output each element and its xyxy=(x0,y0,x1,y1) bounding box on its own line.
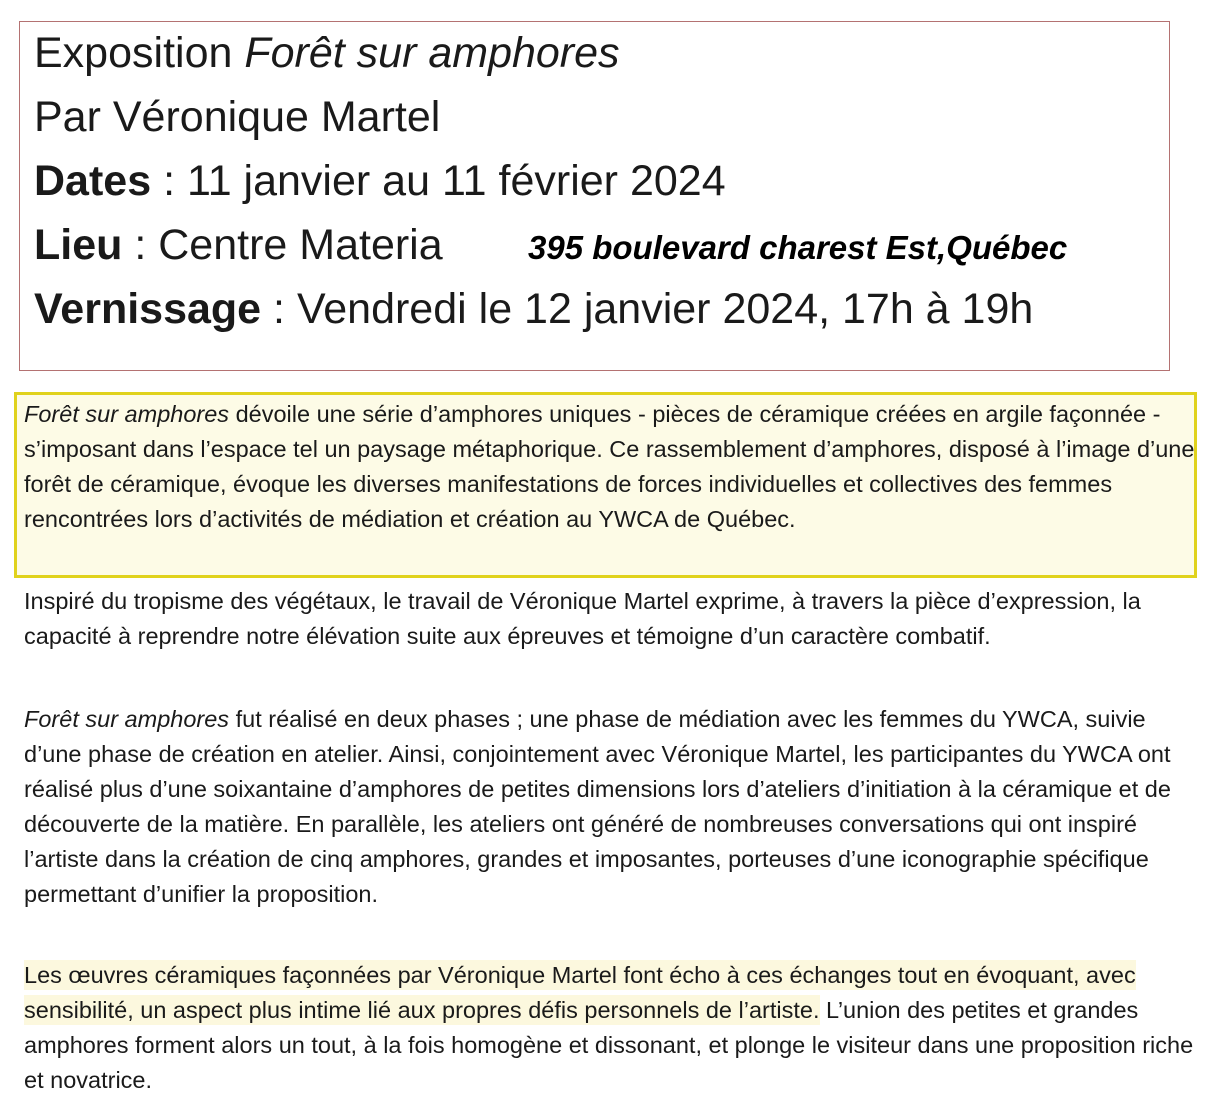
exhibition-heading xyxy=(34,28,620,78)
vernissage-separator: : xyxy=(261,285,297,333)
event-info-box xyxy=(19,21,1170,371)
vernissage-line xyxy=(34,284,1033,334)
venue-label: Lieu xyxy=(34,221,123,269)
conclusion-text: L’union des petites et grandes amphores forment alors un tout, à la fois homogène et dissonant, et plonge le visiteur dans une proposition riche et novatrice. xyxy=(24,997,1194,1093)
phases-title: Forêt sur amphores xyxy=(24,706,230,732)
venue-line xyxy=(34,220,443,270)
vernissage-value: Vendredi le 12 janvier 2024, 17h à 19h xyxy=(296,285,1034,333)
dates-label: Dates xyxy=(34,157,152,205)
venue-value: Centre Materia xyxy=(158,221,443,269)
intro-paragraph xyxy=(24,397,1200,537)
exhibition-title: Forêt sur amphores xyxy=(244,29,620,77)
dates-separator: : xyxy=(151,157,187,205)
phases-text: fut réalisé en deux phases ; une phase de médiation avec les femmes du YWCA, suivie d’une phase de création en atelier. Ainsi, conjointement avec Véronique Martel, les participantes du YWCA ont réalisé plus d’une soixantaine d’amphores de petites dimensions lors d’ateliers d’initiation à la céramique et de découverte de la matière. En parallèle, les ateliers ont généré de nombreuses conversations qui ont inspiré l’artiste dans la création de cinq amphores, grandes et imposantes, porteuses d’une iconographie spécifique permettant d’unifier la proposition. xyxy=(24,706,1171,907)
intro-text: dévoile une série d’amphores uniques - pièces de céramique créées en argile façonnée - s’imposant dans l’espace tel un paysage métaphorique. Ce rassemblement d’amphores, disposé à l’image d’une forêt de céramique, évoque les diverses manifestations de forces individuelles et collectives des femmes rencontrées lors d’activités de médiation et création au YWCA de Québec. xyxy=(24,401,1195,532)
inspiration-paragraph: Inspiré du tropisme des végétaux, le travail de Véronique Martel exprime, à travers la pièce d’expression, la capacité à reprendre notre élévation suite aux épreuves et témoigne d’un caractère combatif. xyxy=(24,588,1141,649)
conclusion-highlight: Les œuvres céramiques façonnées par Véronique Martel font écho à ces échanges tout en évoquant, avec sensibilité, un aspect plus intime lié aux propres défis personnels de l’artiste. xyxy=(24,962,1136,1023)
venue-address: 395 boulevard charest Est,Québec xyxy=(528,229,1068,266)
vernissage-label: Vernissage xyxy=(34,285,262,333)
dates-line xyxy=(34,156,726,206)
exhibition-label: Exposition xyxy=(34,29,245,77)
conclusion-paragraph xyxy=(24,958,1200,1098)
dates-value: 11 janvier au 11 février 2024 xyxy=(186,157,726,205)
venue-separator: : xyxy=(122,221,159,269)
intro-title: Forêt sur amphores xyxy=(24,401,230,427)
artist-line: Par Véronique Martel xyxy=(34,93,441,141)
phases-paragraph xyxy=(24,702,1200,912)
